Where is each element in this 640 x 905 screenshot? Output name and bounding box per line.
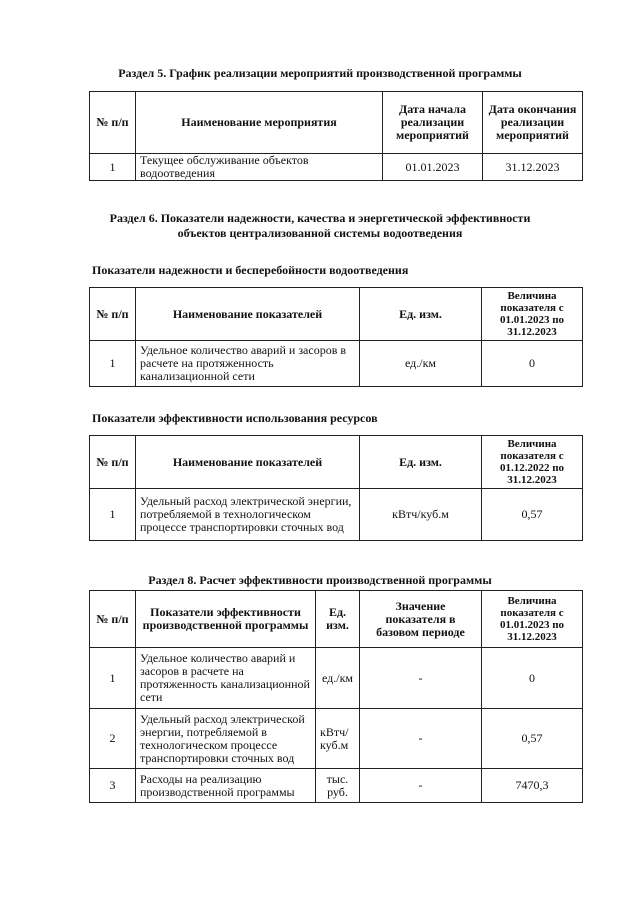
section8-table [89, 590, 583, 803]
col-header-name: Наименование показателей [136, 436, 360, 489]
section6-title-line2: объектов централизованной системы водоотведения [177, 226, 463, 240]
row-start-date: 01.01.2023 [383, 154, 483, 181]
row-name: Удельный расход электрической энергии, потребляемой в технологическом процессе транспортировки сточных вод [136, 489, 360, 541]
row-name: Удельное количество аварий и засоров в расчете на протяженность канализационной сети [136, 648, 316, 709]
row-value: 0,57 [482, 489, 583, 541]
col-header-unit: Ед. изм. [360, 288, 482, 341]
efficiency-table [89, 435, 583, 541]
col-header-num: № п/п [90, 92, 136, 154]
table-row [90, 769, 583, 803]
col-header-unit: Ед. изм. [360, 436, 482, 489]
row-unit: ед./км [316, 648, 360, 709]
table-row [90, 648, 583, 709]
section6-title-line1: Раздел 6. Показатели надежности, качества и энергетической эффективности [109, 211, 531, 225]
row-unit: кВтч/куб.м [360, 489, 482, 541]
row-name: Удельное количество аварий и засоров в расчете на протяженность канализационной сети [136, 341, 360, 387]
table-header-row [90, 92, 583, 154]
table-header-row [90, 591, 583, 648]
row-name: Удельный расход электрической энергии, потребляемой в технологическом процессе транспортировки сточных вод [136, 709, 316, 769]
row-name: Расходы на реализацию производственной программы [136, 769, 316, 803]
col-header-end: Дата окончания реализации мероприятий [483, 92, 583, 154]
row-value: 0 [482, 341, 583, 387]
section8-title: Раздел 8. Расчет эффективности производственной программы [148, 573, 492, 587]
row-num: 2 [90, 709, 136, 769]
row-unit: ед./км [360, 341, 482, 387]
reliability-subtitle: Показатели надежности и бесперебойности водоотведения [92, 263, 409, 277]
row-num: 1 [90, 341, 136, 387]
row-end-date: 31.12.2023 [483, 154, 583, 181]
col-header-name: Наименование мероприятия [136, 92, 383, 154]
table-row [90, 341, 583, 387]
section5-title: Раздел 5. График реализации мероприятий производственной программы [118, 66, 522, 80]
row-unit: кВтч/ куб.м [316, 709, 360, 769]
row-num: 1 [90, 489, 136, 541]
col-header-value: Величина показателя с 01.01.2023 по 31.12.2023 [482, 288, 583, 341]
table-header-row [90, 436, 583, 489]
col-header-value: Величина показателя с 01.12.2022 по 31.12.2023 [482, 436, 583, 489]
col-header-num: № п/п [90, 436, 136, 489]
col-header-base: Значение показателя в базовом периоде [360, 591, 482, 648]
table-row [90, 489, 583, 541]
col-header-name: Показатели эффективности производственной программы [136, 591, 316, 648]
row-base: - [360, 709, 482, 769]
efficiency-subtitle: Показатели эффективности использования ресурсов [92, 411, 378, 425]
row-base: - [360, 769, 482, 803]
row-value: 0,57 [482, 709, 583, 769]
row-num: 1 [90, 154, 136, 181]
col-header-name: Наименование показателей [136, 288, 360, 341]
reliability-table [89, 287, 583, 387]
row-name: Текущее обслуживание объектов водоотведения [136, 154, 383, 181]
table-header-row [90, 288, 583, 341]
table-row [90, 154, 583, 181]
col-header-value: Величина показателя с 01.01.2023 по 31.12.2023 [482, 591, 583, 648]
col-header-start: Дата начала реализации мероприятий [383, 92, 483, 154]
table-row [90, 709, 583, 769]
row-num: 3 [90, 769, 136, 803]
col-header-num: № п/п [90, 288, 136, 341]
row-num: 1 [90, 648, 136, 709]
row-base: - [360, 648, 482, 709]
row-value: 0 [482, 648, 583, 709]
row-value: 7470,3 [482, 769, 583, 803]
col-header-unit: Ед. изм. [316, 591, 360, 648]
col-header-num: № п/п [90, 591, 136, 648]
section5-table [89, 91, 583, 181]
row-unit: тыс. руб. [316, 769, 360, 803]
